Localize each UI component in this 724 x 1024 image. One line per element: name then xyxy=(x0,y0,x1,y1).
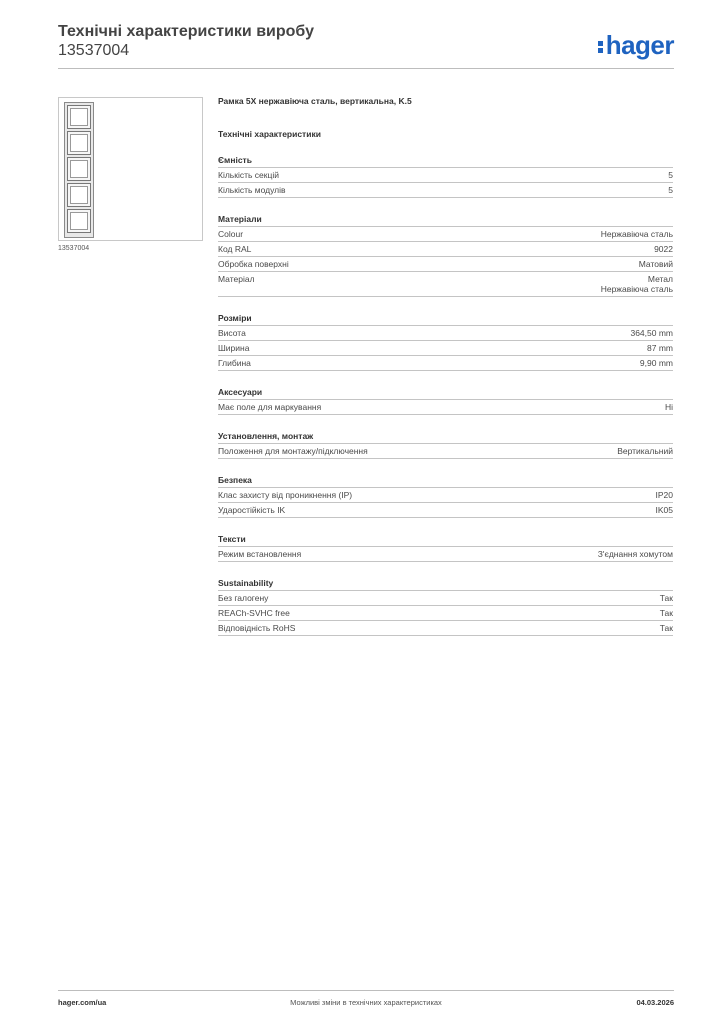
spec-value: IP20 xyxy=(655,490,673,500)
spec-row xyxy=(218,606,673,621)
spec-group xyxy=(218,431,673,459)
spec-value: Так xyxy=(659,623,673,633)
page-footer xyxy=(58,990,674,1007)
spec-value: Так xyxy=(659,593,673,603)
spec-group xyxy=(218,214,673,297)
spec-group xyxy=(218,578,673,636)
spec-value: IK05 xyxy=(655,505,673,515)
spec-label: Відповідність RoHS xyxy=(218,623,296,633)
hager-logo[interactable] xyxy=(598,30,674,61)
spec-value: Вертикальний xyxy=(617,446,673,456)
spec-value: 9,90 mm xyxy=(639,358,673,368)
spec-label: Має поле для маркування xyxy=(218,402,322,412)
spec-group-title: Аксесуари xyxy=(218,387,673,400)
frame-slot-3 xyxy=(67,157,91,181)
footer-note: Можливі зміни в технічних характеристиках xyxy=(290,998,442,1007)
logo-colon-icon xyxy=(598,39,604,55)
spec-value: 5 xyxy=(668,170,673,180)
spec-label: Положення для монтажу/підключення xyxy=(218,446,368,456)
specifications xyxy=(218,96,673,636)
spec-value: 87 mm xyxy=(647,343,673,353)
spec-group-title: Матеріали xyxy=(218,214,673,227)
spec-group xyxy=(218,387,673,415)
spec-value: 9022 xyxy=(654,244,673,254)
spec-label: Ударостійкість IK xyxy=(218,505,286,515)
spec-row xyxy=(218,272,673,297)
spec-label: Глибина xyxy=(218,358,251,368)
section-label: Технічні характеристики xyxy=(218,129,321,139)
product-code: 13537004 xyxy=(58,42,130,59)
spec-value: Ні xyxy=(664,402,673,412)
spec-row xyxy=(218,621,673,636)
spec-group-title: Установлення, монтаж xyxy=(218,431,673,444)
spec-group xyxy=(218,534,673,562)
spec-row xyxy=(218,227,673,242)
spec-row xyxy=(218,503,673,518)
spec-row xyxy=(218,591,673,606)
spec-group xyxy=(218,313,673,371)
spec-group-title: Тексти xyxy=(218,534,673,547)
product-image xyxy=(58,97,203,241)
spec-group xyxy=(218,155,673,198)
frame-slot-2 xyxy=(67,131,91,155)
image-caption: 13537004 xyxy=(58,245,90,252)
spec-label: Кількість модулів xyxy=(218,185,286,195)
spec-value: Матовий xyxy=(638,259,673,269)
header-divider xyxy=(58,68,674,69)
logo-text: hager xyxy=(605,30,674,60)
spec-value: 364,50 mm xyxy=(630,328,673,338)
footer-website-link[interactable]: hager.com/ua xyxy=(58,998,107,1007)
document-title: Технічні характеристики виробу xyxy=(58,23,314,40)
spec-label: Без галогену xyxy=(218,593,269,603)
spec-label: Ширина xyxy=(218,343,250,353)
spec-row xyxy=(218,183,673,198)
spec-group-title: Безпека xyxy=(218,475,673,488)
spec-row xyxy=(218,242,673,257)
spec-label: Кількість секцій xyxy=(218,170,279,180)
spec-value: Нержавіюча сталь xyxy=(600,229,673,239)
spec-label: Висота xyxy=(218,328,246,338)
frame-slot-1 xyxy=(67,105,91,129)
spec-label: Матеріал xyxy=(218,274,255,284)
spec-value: Так xyxy=(659,608,673,618)
spec-row xyxy=(218,168,673,183)
spec-label: Colour xyxy=(218,229,244,239)
spec-row xyxy=(218,444,673,459)
spec-row xyxy=(218,488,673,503)
spec-label: REACh-SVHC free xyxy=(218,608,290,618)
spec-label: Клас захисту від проникнення (IP) xyxy=(218,490,353,500)
footer-date: 04.03.2026 xyxy=(636,998,674,1007)
spec-row xyxy=(218,400,673,415)
spec-groups xyxy=(218,155,673,636)
page-header xyxy=(58,22,674,60)
spec-label: Код RAL xyxy=(218,244,252,254)
spec-row xyxy=(218,326,673,341)
frame-slot-4 xyxy=(67,183,91,207)
spec-label: Обробка поверхні xyxy=(218,259,289,269)
spec-group-title: Sustainability xyxy=(218,578,673,591)
spec-group-title: Розміри xyxy=(218,313,673,326)
spec-group xyxy=(218,475,673,518)
spec-label: Режим встановлення xyxy=(218,549,302,559)
frame-slot-5 xyxy=(67,209,91,233)
spec-value: 5 xyxy=(668,185,673,195)
spec-group-title: Ємність xyxy=(218,155,673,168)
spec-value: З'єднання хомутом xyxy=(597,549,673,559)
product-title: Рамка 5X нержавіюча сталь, вертикальна, K.5 xyxy=(218,96,412,106)
spec-row xyxy=(218,547,673,562)
frame-5x-vertical-icon xyxy=(64,102,94,238)
spec-row xyxy=(218,341,673,356)
spec-value: Метал Нержавіюча сталь xyxy=(600,274,673,294)
spec-row xyxy=(218,356,673,371)
spec-row xyxy=(218,257,673,272)
